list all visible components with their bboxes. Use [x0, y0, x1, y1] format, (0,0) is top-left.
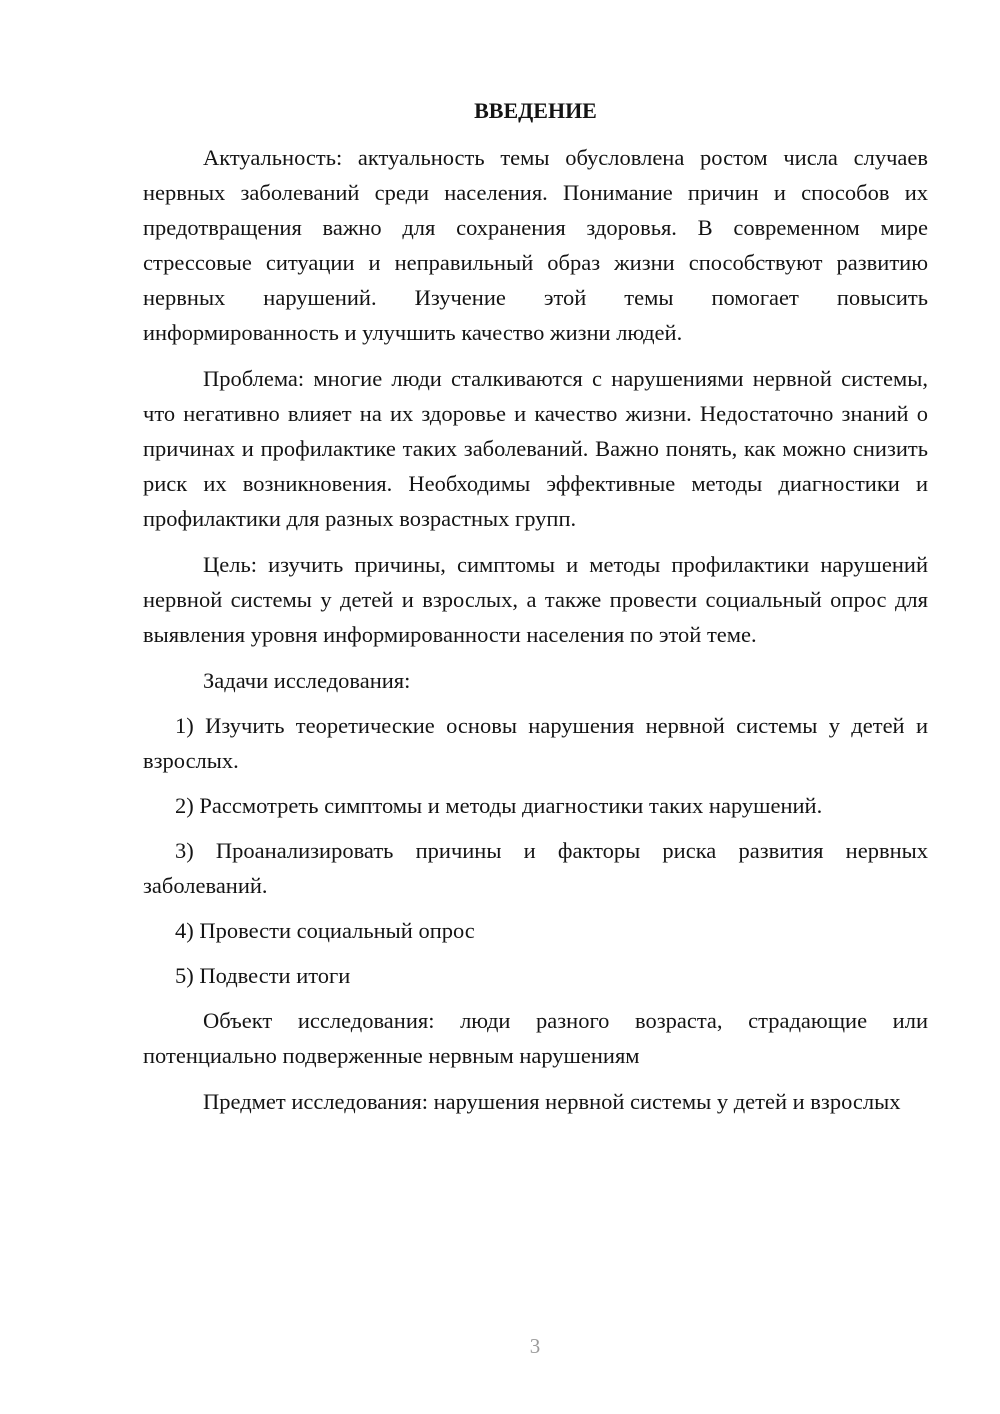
problem-paragraph: Проблема: многие люди сталкиваются с нарушениями нервной системы, что негативно влияет на их здоровье и качество жизни. Недостаточно знаний о причинах и профилактике таких заболеваний. Важно понять, как можно снизить риск их возникновения. Необходимы эффективные методы диагностики и профилактики для разных возрастных групп. [143, 366, 928, 531]
task-item-4: 4) Провести социальный опрос [175, 918, 475, 943]
page-number: 3 [529, 1334, 541, 1358]
subject-paragraph: Предмет исследования: нарушения нервной системы у детей и взрослых [203, 1089, 901, 1114]
task-item-1: 1) Изучить теоретические основы нарушения нервной системы у детей и взрослых. [143, 713, 928, 773]
page-content [143, 94, 928, 1130]
task-item-3: 3) Проанализировать причины и факторы риска развития нервных заболеваний. [143, 838, 928, 898]
object-paragraph: Объект исследования: люди разного возраста, страдающие или потенциально подверженные нервным нарушениям [143, 1008, 928, 1068]
tasks-heading: Задачи исследования: [203, 668, 411, 693]
relevance-paragraph: Актуальность: актуальность темы обусловлена ростом числа случаев нервных заболеваний среди населения. Понимание причин и способов их предотвращения важно для сохранения здоровья. В современном мире стрессовые ситуации и неправильный образ жизни способствуют развитию нервных нарушений. Изучение этой темы помогает повысить информированность и улучшить качество жизни людей. [143, 145, 928, 345]
section-title: ВВЕДЕНИЕ [474, 98, 597, 123]
goal-paragraph: Цель: изучить причины, симптомы и методы профилактики нарушений нервной системы у детей и взрослых, а также провести социальный опрос для выявления уровня информированности населения по этой теме. [143, 552, 928, 647]
task-item-5: 5) Подвести итоги [175, 963, 351, 988]
task-item-2: 2) Рассмотреть симптомы и методы диагностики таких нарушений. [175, 793, 823, 818]
